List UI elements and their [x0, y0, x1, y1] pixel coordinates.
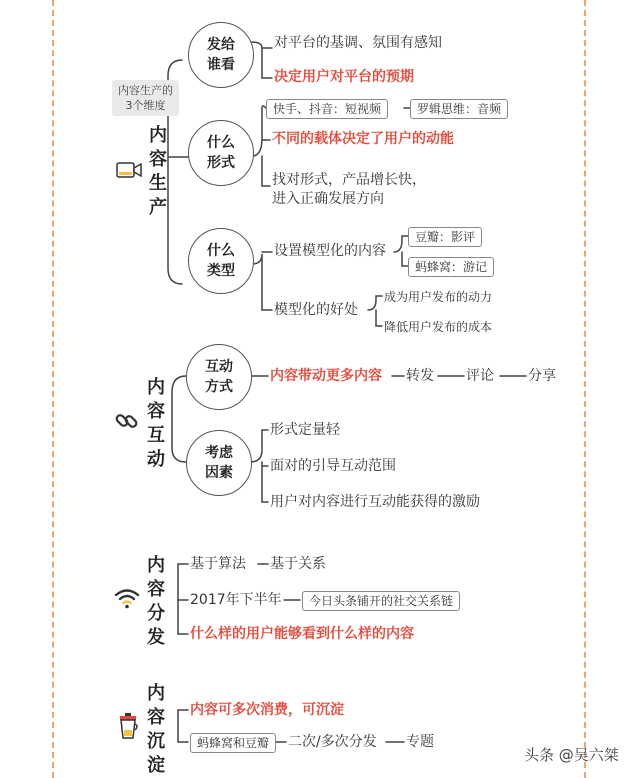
item-modeled-benefits: 模型化的好处 [274, 302, 358, 318]
wifi-icon [114, 587, 140, 613]
item-right-form-line2: 进入正确发展方向 [272, 191, 384, 207]
section-title-content-interaction: 内容互动 [147, 377, 165, 470]
section-title-content-production: 内容生产 [149, 125, 167, 218]
branch-considerations: 考虑 因素 [186, 430, 252, 496]
item-interaction-incentive: 用户对内容进行互动能获得的激励 [270, 494, 480, 510]
sub-publish-motivation: 成为用户发布的动力 [384, 290, 493, 304]
sub-publish-cost: 降低用户发布的成本 [384, 320, 493, 334]
item-right-form-line1: 找对形式，产品增长快， [272, 172, 426, 188]
branch-send-to-whom: 发给 谁看 [188, 22, 254, 88]
item-user-expectation: 决定用户对平台的预期 [274, 69, 414, 85]
box-short-video: 快手、抖音：短视频 [266, 99, 388, 119]
box-mafengwo-travel: 蚂蜂窝：游记 [408, 257, 494, 277]
branch-what-type: 什么 类型 [188, 228, 254, 294]
item-relation-based: 基于关系 [270, 556, 326, 572]
branch-what-form: 什么 形式 [188, 120, 254, 186]
box-mafengwo-douban: 蚂蜂窝和豆瓣 [190, 733, 276, 753]
item-algorithm-based: 基于算法 [190, 556, 246, 572]
item-guidance-scope: 面对的引导互动范围 [270, 458, 396, 474]
item-reusable-content: 内容可多次消费，可沉淀 [190, 702, 344, 718]
box-douban-review: 豆瓣：影评 [408, 227, 482, 247]
item-content-drives-content: 内容带动更多内容 [270, 368, 382, 384]
dimension-note: 内容生产的 3个维度 [112, 80, 179, 116]
watermark: 头条 @吴六桀 [524, 746, 619, 764]
box-toutiao-social-chain: 今日头条铺开的社交关系链 [302, 591, 460, 611]
camera-icon [116, 160, 142, 184]
coffee-maker-icon [116, 712, 140, 744]
item-who-sees-what: 什么样的用户能够看到什么样的内容 [190, 626, 414, 642]
item-carrier-determines: 不同的载体决定了用户的动能 [272, 131, 454, 147]
item-platform-tone: 对平台的基调、氛围有感知 [274, 35, 442, 51]
box-audio: 罗辑思维：音频 [410, 99, 508, 119]
chain-share: 分享 [528, 368, 556, 384]
chain-link-icon [114, 408, 140, 438]
branch-interaction-method: 互动 方式 [186, 344, 252, 410]
item-multi-distribution: 二次/多次分发 [288, 734, 377, 750]
item-topic: 专题 [406, 734, 434, 750]
chain-comment: 评论 [466, 368, 494, 384]
section-title-content-deposit: 内容沉淀 [147, 683, 165, 776]
section-title-content-distribution: 内容分发 [147, 555, 165, 648]
item-second-half-2017: 2017年下半年 [190, 592, 282, 608]
item-modeled-content: 设置模型化的内容 [274, 243, 386, 259]
item-lightweight-form: 形式定量轻 [270, 422, 340, 438]
chain-forward: 转发 [406, 368, 434, 384]
